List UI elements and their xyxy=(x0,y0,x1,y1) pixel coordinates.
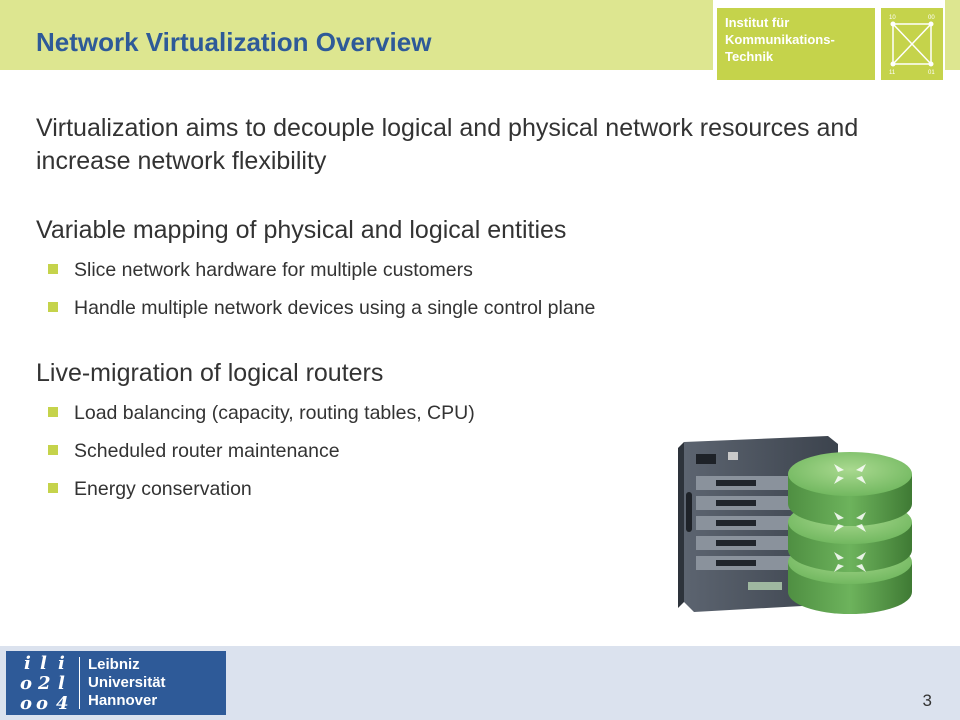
bullet-item xyxy=(48,439,340,463)
point-variable-mapping: Variable mapping of physical and logical entities xyxy=(36,216,567,244)
university-name-line-1: Leibniz xyxy=(88,656,140,673)
glyph: l xyxy=(58,673,65,694)
square-bullet-icon xyxy=(48,302,58,312)
point-decouple: Virtualization aims to decouple logical and physical network resources and increase network flexibility xyxy=(36,114,859,175)
institute-graph-icon xyxy=(881,8,943,80)
graph-label-01: 01 xyxy=(928,70,935,76)
graph-label-10: 10 xyxy=(889,15,896,21)
square-bullet-icon xyxy=(48,445,58,455)
university-name-line-2: Universität xyxy=(88,674,166,691)
glyph: 4 xyxy=(56,693,69,714)
glyph: 2 xyxy=(38,673,51,694)
bullet-text: Energy conservation xyxy=(74,478,252,500)
bullet-item xyxy=(48,258,473,282)
bullet-text: Handle multiple network devices using a single control plane xyxy=(74,297,596,319)
institute-logo-line-2: Kommunikations- xyxy=(725,32,835,47)
point-live-migration: Live-migration of logical routers xyxy=(36,359,384,387)
glyph: o xyxy=(20,693,33,714)
glyph: i xyxy=(58,653,65,674)
logo-divider xyxy=(79,657,80,709)
glyph: o xyxy=(36,693,49,714)
page-number: 3 xyxy=(922,691,932,710)
university-name-line-3: Hannover xyxy=(88,692,158,709)
router-stack-icon xyxy=(788,452,912,614)
router-chassis-illustration xyxy=(638,432,930,646)
glyph: o xyxy=(20,673,33,694)
bullet-text: Slice network hardware for multiple customers xyxy=(74,259,473,281)
glyph: i xyxy=(24,653,31,674)
bullet-item xyxy=(48,296,595,320)
bullet-item xyxy=(48,401,475,425)
square-bullet-icon xyxy=(48,483,58,493)
graph-label-11: 11 xyxy=(889,70,896,76)
institute-logo-line-3: Technik xyxy=(725,49,774,64)
university-glyph-mark xyxy=(6,651,86,715)
university-name xyxy=(88,656,166,710)
graph-label-00: 00 xyxy=(928,15,935,21)
university-logo xyxy=(6,651,226,715)
bullet-text: Load balancing (capacity, routing tables, CPU) xyxy=(74,402,475,424)
institute-logo-line-1: Institut für xyxy=(725,15,790,30)
bullet-text: Scheduled router maintenance xyxy=(74,440,340,462)
bullet-item xyxy=(48,477,252,501)
institute-logo-text xyxy=(717,8,875,80)
square-bullet-icon xyxy=(48,264,58,274)
institute-logo xyxy=(713,0,945,88)
square-bullet-icon xyxy=(48,407,58,417)
glyph: l xyxy=(40,653,47,674)
slide-title: Network Virtualization Overview xyxy=(36,27,432,57)
